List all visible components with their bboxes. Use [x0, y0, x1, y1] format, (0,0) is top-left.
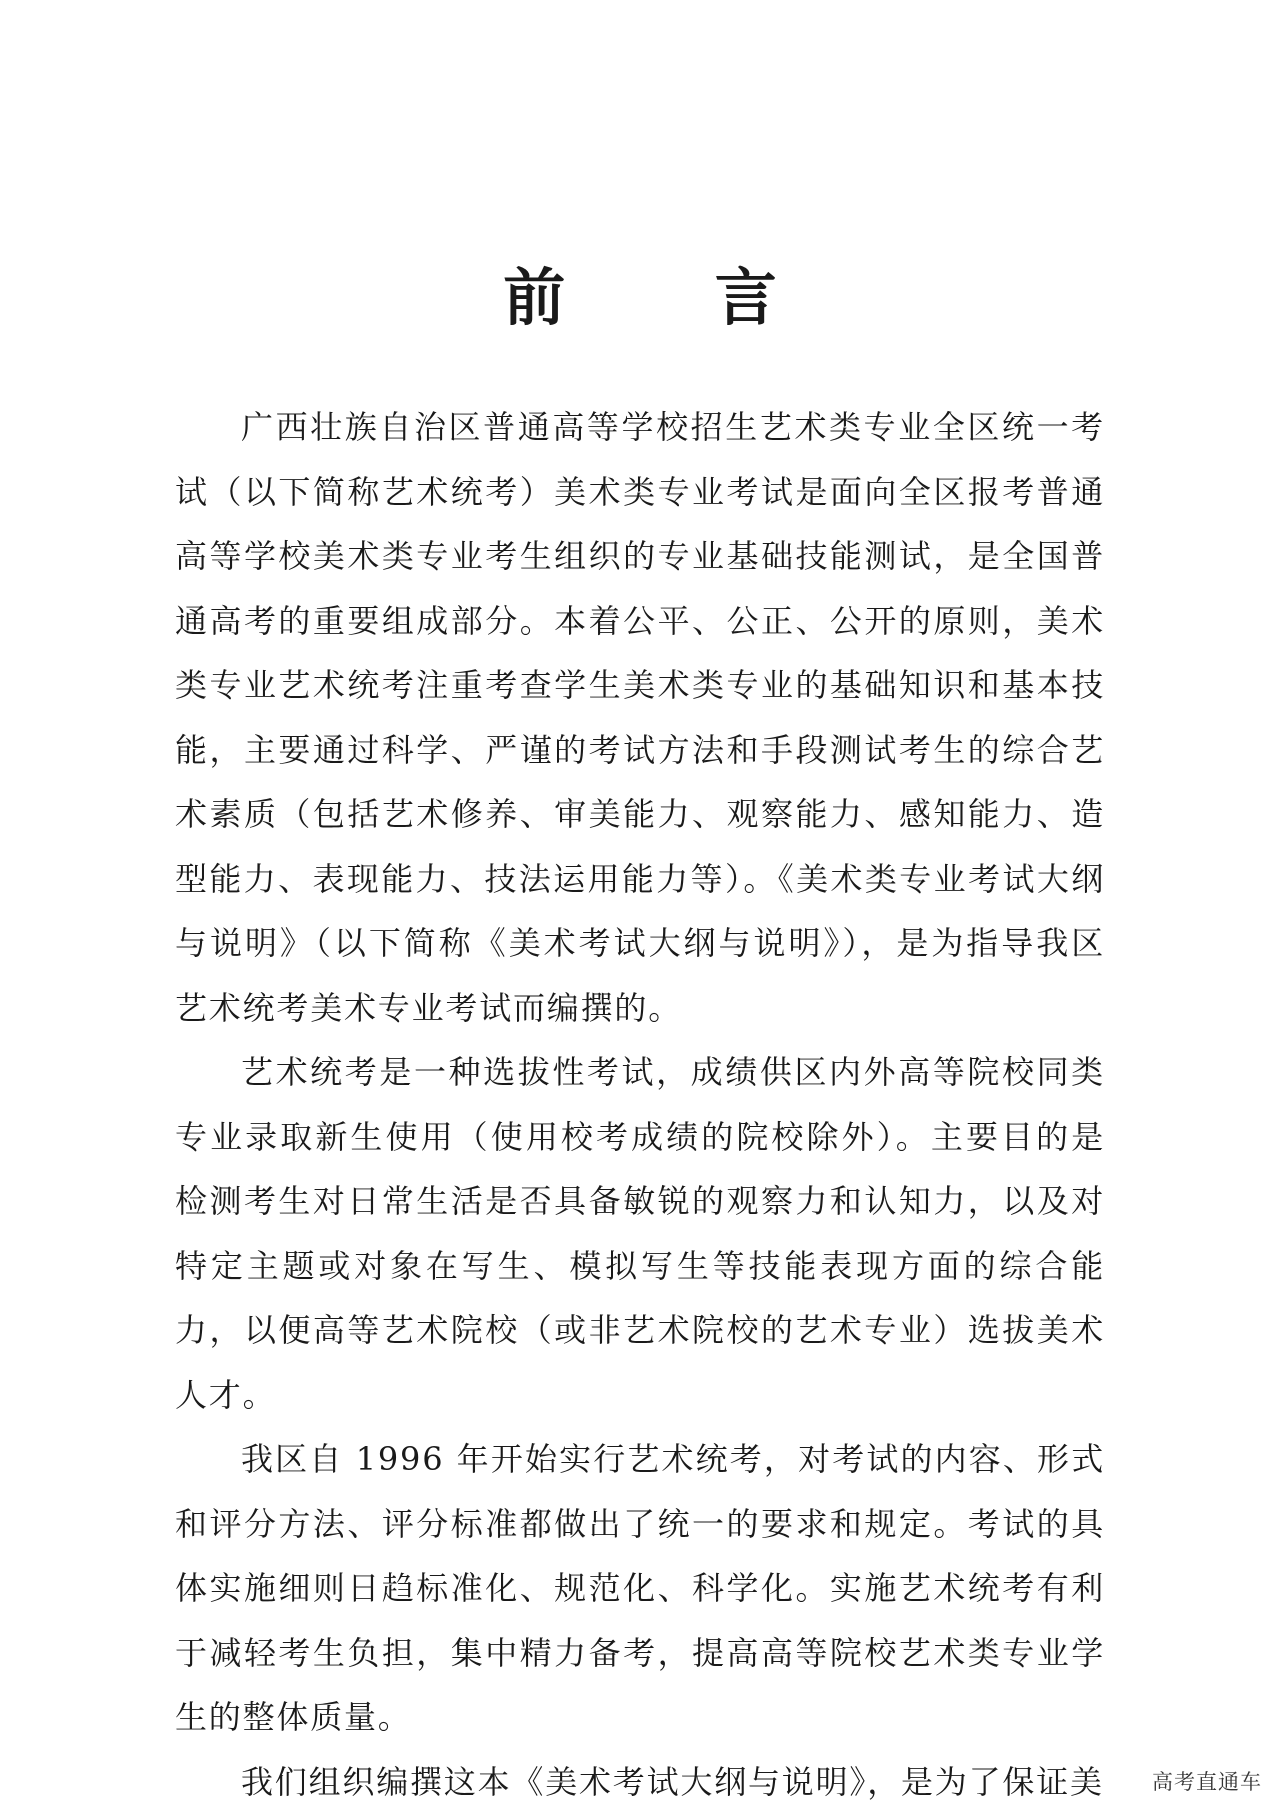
page-title: 前 言	[0, 262, 1280, 334]
paragraph-4: 我们组织编撰这本《美术考试大纲与说明》，是为了保证美	[175, 1750, 1105, 1814]
paragraph-2: 艺术统考是一种选拔性考试，成绩供区内外高等院校同类专业录取新生使用（使用校考成绩的院校除外）。主要目的是检测考生对日常生活是否具备敏锐的观察力和认知力，以及对特定主题或对象在写生、模拟写生等技能表现方面的综合能力，以便高等艺术院校（或非艺术院校的艺术专业）选拔美术人才。	[175, 1040, 1105, 1427]
paragraph-1: 广西壮族自治区普通高等学校招生艺术类专业全区统一考试（以下简称艺术统考）美术类专业考试是面向全区报考普通高等学校美术类专业考生组织的专业基础技能测试，是全国普通高考的重要组成部分。本着公平、公正、公开的原则，美术类专业艺术统考注重考查学生美术类专业的基础知识和基本技能，主要通过科学、严谨的考试方法和手段测试考生的综合艺术素质（包括艺术修养、审美能力、观察能力、感知能力、造型能力、表现能力、技法运用能力等）。《美术类专业考试大纲与说明》（以下简称《美术考试大纲与说明》），是为指导我区艺术统考美术专业考试而编撰的。	[175, 395, 1105, 1040]
body-text	[175, 395, 1105, 1814]
footer-watermark: 高考直通车	[1152, 1766, 1262, 1796]
paragraph-3: 我区自 1996 年开始实行艺术统考，对考试的内容、形式和评分方法、评分标准都做出了统一的要求和规定。考试的具体实施细则日趋标准化、规范化、科学化。实施艺术统考有利于减轻考生负担，集中精力备考，提高高等院校艺术类专业学生的整体质量。	[175, 1427, 1105, 1750]
